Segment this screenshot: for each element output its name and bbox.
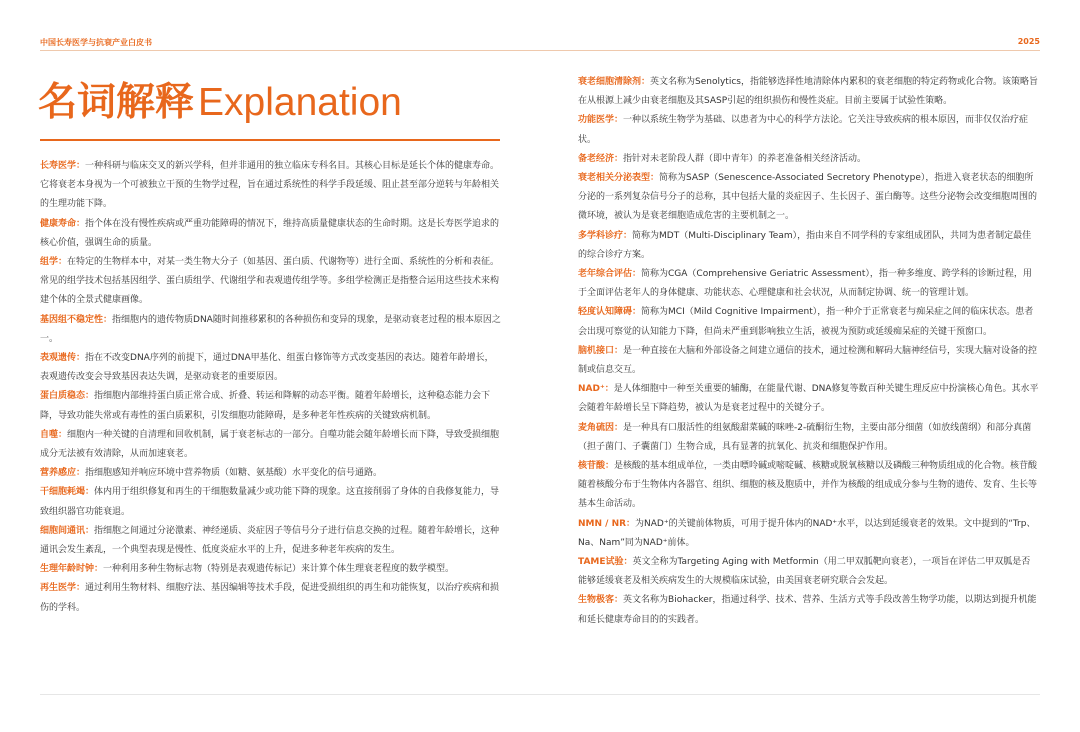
glossary-term: 生物极客：: [578, 595, 624, 606]
page-title: [38, 80, 402, 126]
glossary-entry: [578, 169, 1039, 227]
glossary-definition: 指个体在没有慢性疾病或严重功能障碍的情况下，维持高质量健康状态的生命时期。这是长寿医学追求的核心价值，强调生命的质量。: [40, 218, 500, 248]
glossary-definition: 指针对未老阶段人群（即中青年）的养老准备相关经济活动。: [623, 153, 867, 164]
glossary-term: 功能医学：: [578, 115, 624, 126]
glossary-entry: [578, 265, 1039, 303]
glossary-entry: [40, 311, 501, 349]
glossary-term: 长寿医学：: [40, 161, 86, 171]
glossary-definition: 一种以系统生物学为基础、以患者为中心的科学方法论。它关注导致疾病的根本原因，而非仅仅治疗症状。: [578, 115, 1029, 145]
running-header-year: 2025: [1017, 37, 1040, 46]
glossary-entry: [578, 515, 1039, 553]
glossary-entry: [578, 227, 1039, 265]
glossary-entry: [40, 253, 501, 311]
glossary-term: 核苷酸：: [578, 461, 615, 472]
glossary-definition: 指细胞内部维持蛋白质正常合成、折叠、转运和降解的动态平衡。随着年龄增长，这种稳态能力会下降，导致功能失常或有毒性的蛋白质累积，引发细胞功能障碍，是多种老年性疾病的关键致病机制。: [40, 391, 491, 421]
page-title-en: Explanation: [198, 81, 402, 124]
glossary-entry: [578, 457, 1039, 515]
glossary-term: 衰老细胞清除剂：: [578, 77, 651, 87]
glossary-column-left: [40, 157, 501, 618]
glossary-term: 麦角硫因：: [578, 422, 624, 433]
glossary-column-right: [578, 73, 1039, 630]
glossary-entry: [578, 342, 1039, 380]
glossary-entry: [40, 483, 501, 521]
glossary-definition: 体内用于组织修复和再生的干细胞数量减少或功能下降的现象。这直接削弱了身体的自我修复能力，导致组织器官功能衰退。: [40, 487, 500, 517]
glossary-definition: 指细胞感知并响应环境中营养物质（如糖、氨基酸）水平变化的信号通路。: [85, 468, 383, 479]
glossary-definition: 为NAD⁺的关键前体物质，可用于提升体内的NAD⁺水平，以达到延缓衰老的效果。文中提到的“Trp、Na、Nam”同为NAD⁺前体。: [578, 518, 1036, 548]
glossary-entry: [40, 522, 501, 560]
glossary-term: 蛋白质稳态：: [40, 391, 95, 402]
glossary-definition: 英文名称为Biohacker，指通过科学、技术、营养、生活方式等手段改善生物学功能，以期达到提升机能和延长健康寿命目的的实践者。: [578, 595, 1037, 625]
glossary-term: 轻度认知障碍：: [578, 307, 642, 318]
glossary-definition: 简称为MDT（Multi-Disciplinary Team），指由来自不同学科的专家组成团队，共同为患者制定最佳的综合诊疗方案。: [578, 230, 1032, 260]
glossary-term: 备老经济：: [578, 153, 624, 164]
glossary-definition: 是核酸的基本组成单位，一类由嘌呤碱或嘧啶碱、核糖或脱氧核糖以及磷酸三种物质组成的化合物。核苷酸随着核酸分布于生物体内各器官、组织、细胞的核及胞质中，并作为核酸的组成成分参与生物的遗传、发育、生长等基本生命活动。: [578, 461, 1038, 510]
glossary-entry: [40, 560, 501, 579]
glossary-entry: [578, 380, 1039, 418]
glossary-entry: [578, 553, 1039, 591]
glossary-term: 衰老相关分泌表型：: [578, 173, 660, 184]
glossary-term: 表观遗传：: [40, 353, 86, 364]
glossary-term: TAME试验：: [578, 557, 633, 568]
glossary-definition: 简称为MCI（Mild Cognitive Impairment），指一种介于正常衰老与痴呆症之间的临床状态。患者会出现可察觉的认知能力下降，但尚未严重到影响独立生活，被视为预防或延缓痴呆症的关键干预窗口。: [578, 307, 1034, 337]
glossary-term: 老年综合评估：: [578, 269, 642, 280]
glossary-entry: [40, 464, 501, 483]
glossary-term: 健康寿命：: [40, 218, 86, 229]
glossary-term: 组学：: [40, 257, 68, 268]
glossary-definition: 细胞内一种关键的自清理和回收机制，属于衰老标志的一部分。自噬功能会随年龄增长而下降，导致受损细胞成分无法被有效清除，从而加速衰老。: [40, 429, 500, 460]
glossary-term: 脑机接口：: [578, 345, 624, 356]
glossary-entry: [578, 303, 1039, 341]
running-header-title: 中国长寿医学与抗衰产业白皮书: [40, 38, 152, 47]
glossary-definition: 是一种直接在大脑和外部设备之间建立通信的技术，通过检测和解码大脑神经信号，实现大脑对设备的控制或信息交互。: [578, 345, 1038, 376]
glossary-entry: [40, 157, 501, 215]
glossary-term: 再生医学：: [40, 583, 86, 594]
glossary-definition: 指细胞之间通过分泌激素、神经递质、炎症因子等信号分子进行信息交换的过程。随着年龄增长，这种通讯会发生紊乱，一个典型表现是慢性、低度炎症水平的上升，促进多种老年疾病的发生。: [40, 525, 500, 556]
glossary-entry: [578, 591, 1039, 629]
glossary-term: NMN / NR：: [578, 518, 636, 529]
glossary-definition: 英文全称为Targeting Aging with Metformin（用二甲双胍靶向衰老），一项旨在评估二甲双胍是否能够延缓衰老及相关疾病发生的大规模临床试验，由美国衰老研究联合会发起。: [578, 557, 1031, 587]
glossary-definition: 指在不改变DNA序列的前提下，通过DNA甲基化、组蛋白修饰等方式改变基因的表达。随着年龄增长，表观遗传改变会导致基因表达失调，是驱动衰老的重要原因。: [40, 353, 494, 383]
glossary-definition: 在特定的生物样本中，对某一类生物大分子（如基因、蛋白质、代谢物等）进行全面、系统性的分析和表征。常见的组学技术包括基因组学、蛋白质组学、代谢组学和表观遗传组学等。多组学检测正是指整合运用这些技术来构建个体的全景式健康画像。: [40, 257, 500, 306]
glossary-term: 多学科诊疗：: [578, 230, 633, 241]
glossary-definition: 英文名称为Senolytics，指能够选择性地清除体内累积的衰老细胞的特定药物或化合物。该策略旨在从根源上减少由衰老细胞及其SASP引起的组织损伤和慢性炎症。目前主要属于试验性策略。: [578, 77, 1038, 107]
glossary-entry: [40, 426, 501, 464]
glossary-definition: 是人体细胞中一种至关重要的辅酶，在能量代谢、DNA修复等数百种关键生理反应中扮演核心角色。其水平会随着年龄增长呈下降趋势，被认为是衰老过程中的关键分子。: [578, 384, 1039, 414]
glossary-entry: [578, 419, 1039, 457]
glossary-term: NAD⁺：: [578, 384, 614, 395]
glossary-entry: [578, 150, 1039, 169]
footer-divider: [40, 694, 1040, 695]
glossary-definition: 通过利用生物材料、细胞疗法、基因编辑等技术手段，促进受损组织的再生和功能恢复，以治疗疾病和损伤的学科。: [40, 583, 500, 613]
glossary-definition: 一种科研与临床交叉的新兴学科，但并非通用的独立临床专科名目。其核心目标是延长个体的健康寿命。它将衰老本身视为一个可被独立干预的生物学过程，旨在通过系统性的科学手段延缓、阻止甚至部分逆转与年龄相关的生理功能下降。: [40, 161, 500, 210]
glossary-term: 细胞间通讯：: [40, 525, 95, 536]
glossary-term: 营养感应：: [40, 468, 86, 479]
glossary-term: 自噬：: [40, 429, 68, 440]
glossary-entry: [40, 387, 501, 425]
header-divider: [40, 50, 1040, 51]
glossary-entry: [578, 73, 1039, 111]
glossary-entry: [40, 349, 501, 387]
glossary-term: 干细胞耗竭：: [40, 487, 95, 498]
page-title-cn: 名词解释: [38, 80, 195, 125]
glossary-entry: [40, 579, 501, 617]
glossary-term: 生理年龄时钟：: [40, 564, 104, 575]
glossary-definition: 是一种具有口服活性的组氨酸甜菜碱的咪唑-2-硫酮衍生物，主要由部分细菌（如放线菌纲）和部分真菌（担子菌门、子囊菌门）生物合成，具有显著的抗氧化、抗炎和细胞保护作用。: [578, 422, 1032, 452]
glossary-definition: 一种利用多种生物标志物（特别是表观遗传标记）来计算个体生理衰老程度的数学模型。: [103, 564, 455, 575]
glossary-term: 基因组不稳定性：: [40, 314, 113, 325]
glossary-entry: [40, 215, 501, 253]
glossary-definition: 简称为SASP（Senescence-Associated Secretory Phenotype），指进入衰老状态的细胞所分泌的一系列复杂信号分子的总称，其中包括大量的炎症因子、生长因子、蛋白酶等。这些分泌物会改变细胞周围的微环境，被认为是衰老细胞造成危害的主要机制之一。: [578, 173, 1038, 222]
glossary-entry: [578, 111, 1039, 149]
glossary-definition: 指细胞内的遗传物质DNA随时间推移累积的各种损伤和变异的现象，是驱动衰老过程的根本原因之一。: [40, 314, 501, 344]
title-underline: [40, 139, 500, 141]
glossary-definition: 简称为CGA（Comprehensive Geriatric Assessment），指一种多维度、跨学科的诊断过程，用于全面评估老年人的身体健康、功能状态、心理健康和社会状况，从而制定协调、统一的管理计划。: [578, 269, 1032, 299]
